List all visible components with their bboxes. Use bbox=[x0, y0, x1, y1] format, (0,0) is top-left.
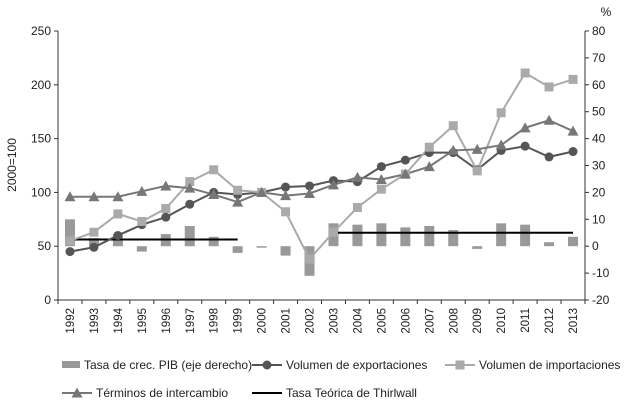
gdp-growth-bar bbox=[544, 242, 554, 246]
x-tick-label: 1995 bbox=[136, 308, 149, 334]
square-marker bbox=[161, 204, 170, 213]
x-tick-label: 2007 bbox=[424, 308, 437, 334]
gdp-growth-bar bbox=[376, 223, 386, 246]
gdp-growth-bar bbox=[209, 237, 219, 246]
x-tick-label: 1999 bbox=[232, 308, 245, 334]
legend-item bbox=[252, 358, 427, 372]
legend-label: Volumen de importaciones bbox=[479, 358, 621, 372]
triangle-marker bbox=[568, 126, 579, 136]
circle-marker bbox=[521, 142, 530, 151]
gdp-growth-bar bbox=[424, 226, 434, 246]
x-tick-label: 2008 bbox=[448, 308, 461, 334]
legend-label: Volumen de exportaciones bbox=[286, 358, 428, 372]
square-marker bbox=[65, 236, 74, 245]
right-tick-label: 10 bbox=[592, 212, 606, 227]
square-marker bbox=[209, 165, 218, 174]
circle-marker bbox=[89, 243, 98, 252]
right-tick-label: 40 bbox=[592, 131, 606, 146]
right-axis-unit: % bbox=[600, 5, 612, 19]
legend-item bbox=[445, 358, 620, 372]
gdp-growth-bar bbox=[257, 246, 267, 248]
legend-item bbox=[252, 386, 417, 400]
legend-label: Términos de intercambio bbox=[96, 386, 229, 400]
left-axis-label: 2000=100 bbox=[5, 138, 19, 192]
square-marker bbox=[281, 207, 290, 216]
triangle-marker bbox=[424, 161, 435, 171]
triangle-marker bbox=[496, 140, 507, 150]
left-tick-label: 150 bbox=[30, 131, 51, 146]
legend-item bbox=[62, 358, 252, 372]
x-tick-label: 1993 bbox=[88, 308, 101, 334]
circle-marker bbox=[113, 231, 122, 240]
x-tick-label: 2009 bbox=[472, 308, 485, 334]
square-marker bbox=[521, 68, 530, 77]
right-tick-label: 50 bbox=[592, 104, 606, 119]
gdp-growth-bar bbox=[185, 226, 195, 246]
gdp-growth-bar bbox=[520, 225, 530, 247]
square-marker bbox=[137, 217, 146, 226]
square-marker bbox=[89, 228, 98, 237]
gdp-growth-bar bbox=[568, 237, 578, 246]
square-marker bbox=[569, 75, 578, 84]
square-marker bbox=[497, 108, 506, 117]
left-tick-label: 0 bbox=[44, 293, 51, 307]
square-marker bbox=[456, 361, 465, 370]
circle-marker bbox=[185, 200, 194, 209]
gdp-growth-bar bbox=[233, 246, 243, 253]
x-tick-label: 2011 bbox=[520, 308, 533, 333]
gdp-growth-bar bbox=[137, 246, 147, 251]
right-tick-label: 70 bbox=[592, 50, 606, 65]
left-tick-label: 100 bbox=[30, 185, 51, 200]
square-marker bbox=[329, 228, 338, 237]
square-marker bbox=[353, 203, 362, 212]
right-tick-label: 80 bbox=[592, 24, 606, 38]
x-tick-label: 2002 bbox=[304, 308, 317, 334]
legend-label: Tasa de crec. PIB (eje derecho) bbox=[84, 358, 253, 372]
legend-item bbox=[62, 386, 228, 400]
square-marker bbox=[233, 186, 242, 195]
right-tick-label: -20 bbox=[592, 293, 610, 307]
square-marker bbox=[473, 166, 482, 175]
legend-swatch-bar bbox=[62, 361, 80, 368]
x-tick-label: 1992 bbox=[64, 308, 77, 334]
gdp-growth-bar bbox=[472, 246, 482, 249]
right-tick-label: 20 bbox=[592, 185, 606, 200]
gdp-growth-bar bbox=[352, 225, 362, 247]
circle-marker bbox=[65, 247, 74, 256]
square-marker bbox=[425, 143, 434, 152]
right-tick-label: -10 bbox=[592, 266, 610, 281]
square-marker bbox=[449, 121, 458, 130]
gdp-growth-bar bbox=[496, 223, 506, 246]
x-tick-label: 2013 bbox=[568, 308, 581, 334]
circle-marker bbox=[161, 213, 170, 222]
legend-label: Tasa Teórica de Thirlwall bbox=[286, 386, 417, 400]
gdp-growth-bar bbox=[281, 246, 291, 255]
x-tick-label: 2006 bbox=[400, 308, 413, 334]
left-tick-label: 200 bbox=[30, 77, 51, 92]
square-marker bbox=[113, 209, 122, 218]
left-tick-label: 250 bbox=[30, 24, 51, 38]
square-marker bbox=[377, 185, 386, 194]
x-tick-label: 2004 bbox=[352, 308, 365, 334]
circle-marker bbox=[545, 152, 554, 161]
x-tick-label: 1997 bbox=[184, 308, 197, 334]
circle-marker bbox=[377, 162, 386, 171]
x-tick-label: 1996 bbox=[160, 308, 173, 334]
right-tick-label: 60 bbox=[592, 77, 606, 92]
left-tick-label: 50 bbox=[37, 239, 51, 254]
x-tick-label: 2003 bbox=[328, 308, 341, 334]
x-tick-label: 2005 bbox=[376, 308, 389, 334]
x-tick-label: 2012 bbox=[544, 308, 557, 334]
circle-marker bbox=[401, 156, 410, 165]
plot-frame bbox=[58, 31, 585, 300]
x-tick-label: 2001 bbox=[280, 308, 293, 334]
terms-of-trade-line bbox=[70, 120, 573, 202]
x-tick-label: 2010 bbox=[496, 308, 509, 334]
x-tick-label: 1998 bbox=[208, 308, 221, 334]
circle-marker bbox=[569, 147, 578, 156]
circle-marker bbox=[263, 361, 272, 370]
square-marker bbox=[305, 255, 314, 264]
gdp-growth-bar bbox=[400, 227, 410, 246]
square-marker bbox=[545, 82, 554, 91]
x-tick-label: 2000 bbox=[256, 308, 269, 334]
legend bbox=[62, 358, 620, 400]
right-tick-label: 30 bbox=[592, 158, 606, 173]
x-tick-label: 1994 bbox=[112, 308, 125, 334]
triangle-marker bbox=[544, 115, 555, 125]
right-tick-label: 0 bbox=[592, 239, 599, 254]
